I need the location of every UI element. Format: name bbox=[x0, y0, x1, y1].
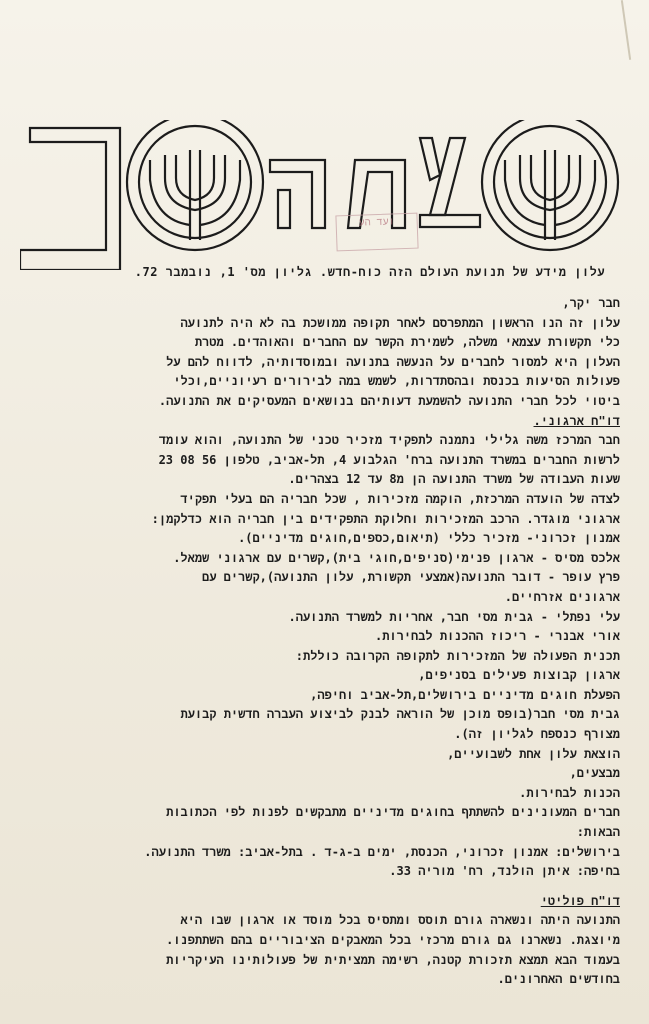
intro-line: כלי תקשורת עצמאי משלה, לשמירת הקשר עם החברים והאוהדים. מטרת bbox=[194, 335, 620, 350]
politics-line: בחודשים האחרונים. bbox=[497, 972, 620, 987]
org-line: אורי אבנרי - ריכוז ההכנות לבחירות. bbox=[374, 629, 620, 644]
letter-body bbox=[30, 294, 620, 990]
org-line: הכנות לבחירות. bbox=[519, 785, 620, 800]
org-line: בירושלים: אמנון זכרוני, הכנסת, ימים ב-ג-ד . בתל-אביב: משרד התנועה. bbox=[144, 844, 620, 859]
org-line: בחיפה: איתן הולנד, רח' מוריה 33. bbox=[389, 864, 620, 879]
politics-report-heading: דו"ח פוליטי bbox=[540, 893, 620, 908]
org-line: פרץ עופר - דובר התנועה(אמצעי תקשורת, עלון התנועה),קשרים עם bbox=[202, 570, 620, 585]
stamp-text: ועד הע bbox=[358, 216, 395, 229]
org-line: אמנון זכרוני- מזכיר כללי (תיאום,כספים,חוגים מדיניים). bbox=[238, 531, 620, 546]
org-line: ארגוני מוגדר. הרכב המזכירות וחלוקת התפקידים בין חבריה הוא כדלקמן: bbox=[151, 511, 620, 526]
emblem-left-icon bbox=[127, 120, 263, 250]
org-line: הבאות: bbox=[576, 825, 620, 840]
emblem-right-icon bbox=[482, 120, 618, 250]
politics-line: התנועה היתה ונשארה גורם תוסס ומתסיס בכל מוסד או ארגון שבו היא bbox=[180, 913, 620, 928]
intro-line: ביטוי לכל חברי התנועה להשמעת דעותיהם בנושאים המעסיקים את התנועה. bbox=[158, 393, 620, 408]
org-line: אלכס מסיס - ארגון פנימי(סניפים,חוגי בית),קשרים עם ארגוני שמאל. bbox=[173, 550, 620, 565]
org-line: לרשות החברים במשרד התנועה ברח' הגלבוע 4, תל-אביב, טלפון 56 08 23 bbox=[158, 452, 620, 467]
org-line: הפעלת חוגים מדיניים בירושלים,תל-אביב וחיפה, bbox=[310, 687, 620, 702]
paper-fold-mark bbox=[621, 0, 631, 60]
org-line: הוצאת עלון אחת לשבועיים, bbox=[447, 746, 620, 761]
org-line: תכנית הפעולה של המזכירות לתקופה הקרובה כוללת: bbox=[295, 648, 620, 663]
masthead-artwork bbox=[20, 120, 630, 270]
org-line: מבצעים, bbox=[569, 766, 620, 781]
org-line: חבר המרכז משה גלילי נתמנה לתפקיד מזכיר טכני של התנועה, והוא עומד bbox=[158, 433, 620, 448]
org-line: גבית מסי חבר(בופס מוכן של הוראה לבנק לביצוע העברה חדשית קבועת bbox=[180, 707, 620, 722]
intro-line: העלון היא למסור לחברים על הנעשה בתנועה ובמוסדותיה, לדווח להם על bbox=[166, 354, 620, 369]
masthead-logo bbox=[20, 120, 630, 270]
org-report-heading: דו"ח ארגוני. bbox=[533, 413, 620, 428]
intro-line: פעולות הסיעות בכנסת ובהסתדרות, לשמש במה לבירורים רעיוניים,וכלי bbox=[173, 374, 620, 389]
org-line: ארגונים אזרחיים. bbox=[504, 589, 620, 604]
org-line: לצדה של הועדה המרכזת, הוקמה מזכירות , שכל חבריה הם בעלי תפקיד bbox=[180, 491, 620, 506]
org-line: מצורף כנספח לגליון זה). bbox=[454, 727, 620, 742]
greeting: חבר יקר, bbox=[562, 296, 620, 310]
intro-line: עלון זה הנו הראשון המתפרסם לאחר תקופה ממושכת בה לא היה לתנועה bbox=[180, 315, 620, 330]
org-line: שעות העבודה של משרד התנועה הן מ8 עד 12 בצהרים. bbox=[288, 472, 620, 487]
politics-line: בעמוד הבא תמצא תזכורת קטנה, רשימה תמציתית של פעולותינו העיקריות bbox=[166, 952, 620, 967]
politics-line: מיוצגת. נשארנו גם גורם מרכזי בכל המאבקים הציבוריים בהם השתתפנו. bbox=[166, 933, 620, 947]
ink-stamp bbox=[335, 213, 418, 252]
org-line: עלי נפתלי - גבית מסי חבר, אחריות למשרד התנועה. bbox=[288, 609, 620, 624]
org-line: חברים המעונינים להשתתף בחוגים מדיניים מתבקשים לפנות לפי הכתובות bbox=[166, 805, 620, 820]
org-line: ארגון קבוצות פעילים בסניפים, bbox=[418, 668, 620, 683]
newsletter-subheader: עלון מידע של תנועת העולם הזה כוח-חדש. גליון מס' 1, נובמבר 72. bbox=[134, 265, 605, 279]
